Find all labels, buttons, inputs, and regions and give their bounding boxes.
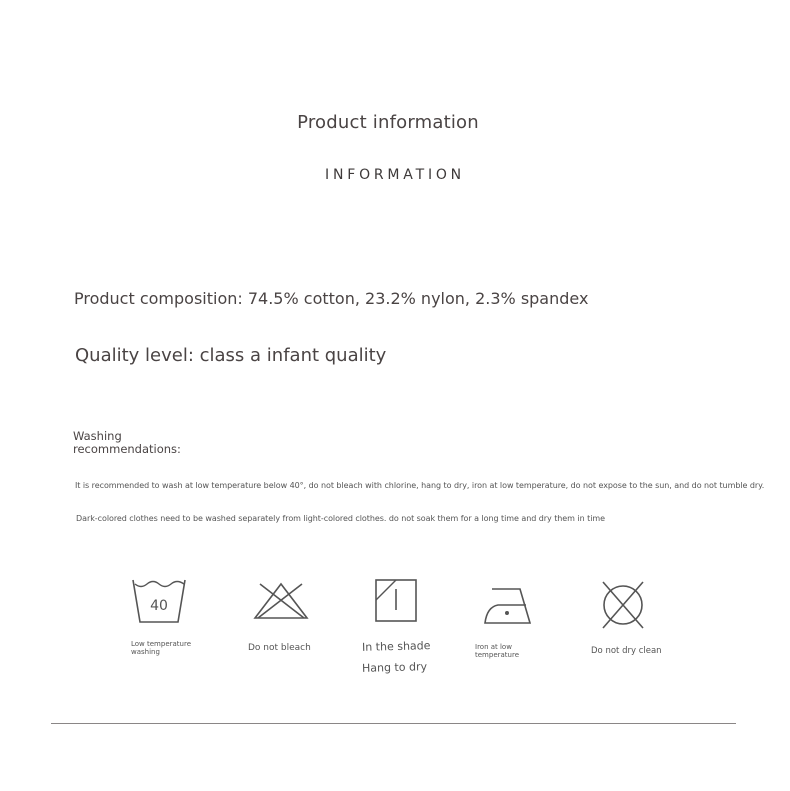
care-label-shade-line2: Hang to dry	[361, 660, 428, 675]
do-not-dry-clean-icon	[600, 580, 646, 630]
care-label-iron: Iron at low temperature	[475, 643, 519, 659]
washing-heading: Washing recommendations:	[73, 429, 181, 456]
iron-low-icon	[482, 585, 534, 627]
page-title: Product information	[297, 112, 479, 133]
care-label-bleach: Do not bleach	[248, 643, 311, 653]
care-label-dry-clean: Do not dry clean	[591, 646, 662, 656]
wash-40-icon	[131, 578, 189, 626]
divider	[51, 723, 736, 724]
page-subtitle: INFORMATION	[325, 167, 465, 183]
wash-temperature-label: 40	[150, 598, 168, 614]
quality-level: Quality level: class a infant quality	[75, 345, 387, 366]
washing-note: It is recommended to wash at low temperature below 40°, do not bleach with chlorine, hang to dry, iron at low temperature, do not expose to the sun, and do not tumble dry.	[75, 481, 765, 490]
dry-in-shade-icon	[374, 578, 418, 624]
care-label-wash: Low temperature washing	[131, 640, 192, 656]
do-not-bleach-icon	[252, 580, 310, 622]
washing-note: Dark-colored clothes need to be washed separately from light-colored clothes. do not soak them for a long time and dry them in time	[76, 514, 605, 523]
product-composition: Product composition: 74.5% cotton, 23.2% nylon, 2.3% spandex	[74, 289, 589, 308]
care-label-shade-line1: In the shade	[361, 639, 431, 654]
